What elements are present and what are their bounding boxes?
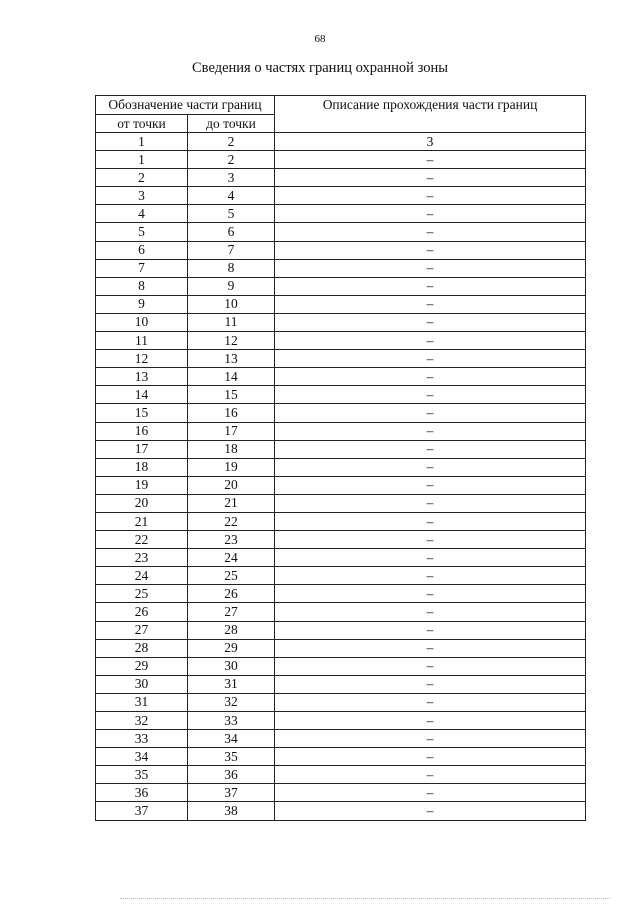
cell-description: – [275,440,586,458]
cell-description: – [275,205,586,223]
table-row [96,657,586,675]
table-row [96,603,586,621]
table-row [96,549,586,567]
header-boundary-description: Описание прохождения части границ [275,96,586,133]
table-row [96,295,586,313]
cell-description: – [275,585,586,603]
page-number: 68 [314,33,326,45]
cell-to-point: 21 [188,494,275,512]
column-number: 3 [275,133,586,151]
cell-description: – [275,693,586,711]
cell-to-point: 4 [188,187,275,205]
cell-from-point: 17 [96,440,188,458]
cell-from-point: 21 [96,512,188,530]
cell-description: – [275,712,586,730]
cell-from-point: 10 [96,313,188,331]
table-row [96,368,586,386]
cell-from-point: 2 [96,169,188,187]
cell-description: – [275,187,586,205]
table-row [96,313,586,331]
table-row [96,187,586,205]
cell-description: – [275,657,586,675]
table-row [96,350,586,368]
cell-to-point: 29 [188,639,275,657]
cell-description: – [275,313,586,331]
cell-from-point: 34 [96,748,188,766]
cell-description: – [275,241,586,259]
cell-from-point: 24 [96,567,188,585]
table-row [96,404,586,422]
cell-description: – [275,169,586,187]
cell-from-point: 7 [96,259,188,277]
cell-to-point: 28 [188,621,275,639]
table-row [96,693,586,711]
cell-to-point: 32 [188,693,275,711]
cell-to-point: 22 [188,512,275,530]
cell-to-point: 36 [188,766,275,784]
cell-to-point: 14 [188,368,275,386]
cell-from-point: 23 [96,549,188,567]
cell-description: – [275,277,586,295]
cell-from-point: 28 [96,639,188,657]
cell-to-point: 37 [188,784,275,802]
cell-from-point: 5 [96,223,188,241]
cell-description: – [275,567,586,585]
boundary-parts-table [95,95,586,821]
cell-to-point: 30 [188,657,275,675]
cell-description: – [275,223,586,241]
cell-description: – [275,350,586,368]
cell-from-point: 29 [96,657,188,675]
table-row [96,730,586,748]
cell-description: – [275,422,586,440]
cell-to-point: 11 [188,313,275,331]
cell-description: – [275,603,586,621]
header-from-point: от точки [96,115,188,133]
table-header [96,96,586,133]
cell-to-point: 15 [188,386,275,404]
cell-from-point: 25 [96,585,188,603]
cell-from-point: 15 [96,404,188,422]
cell-to-point: 26 [188,585,275,603]
cell-description: – [275,404,586,422]
cell-description: – [275,458,586,476]
table-row [96,386,586,404]
cell-from-point: 18 [96,458,188,476]
table-row [96,784,586,802]
table-row [96,748,586,766]
table-row [96,675,586,693]
cell-description: – [275,476,586,494]
cell-description: – [275,748,586,766]
cell-to-point: 34 [188,730,275,748]
cell-to-point: 23 [188,531,275,549]
cell-description: – [275,259,586,277]
table-row [96,494,586,512]
cell-from-point: 31 [96,693,188,711]
table-row [96,422,586,440]
cell-description: – [275,531,586,549]
table-row [96,440,586,458]
table-row [96,259,586,277]
cell-to-point: 10 [188,295,275,313]
cell-from-point: 36 [96,784,188,802]
cell-from-point: 9 [96,295,188,313]
cell-to-point: 8 [188,259,275,277]
cell-to-point: 5 [188,205,275,223]
cell-from-point: 32 [96,712,188,730]
cell-to-point: 31 [188,675,275,693]
table-row [96,585,586,603]
column-number: 2 [188,133,275,151]
cell-description: – [275,784,586,802]
cell-description: – [275,386,586,404]
cell-from-point: 20 [96,494,188,512]
cell-to-point: 35 [188,748,275,766]
cell-from-point: 14 [96,386,188,404]
cell-from-point: 30 [96,675,188,693]
cell-from-point: 35 [96,766,188,784]
table-row [96,277,586,295]
table-row [96,169,586,187]
table-body [96,133,586,821]
cell-description: – [275,766,586,784]
table-row [96,476,586,494]
cell-description: – [275,730,586,748]
table-row [96,332,586,350]
cell-to-point: 27 [188,603,275,621]
table-row [96,802,586,820]
cell-from-point: 22 [96,531,188,549]
document-title: Сведения о частях границ охранной зоны [192,60,448,76]
cell-from-point: 8 [96,277,188,295]
cell-description: – [275,621,586,639]
table-row [96,567,586,585]
cell-from-point: 1 [96,151,188,169]
table-row [96,205,586,223]
header-to-point: до точки [188,115,275,133]
cell-to-point: 25 [188,567,275,585]
cell-description: – [275,512,586,530]
table-row [96,639,586,657]
cell-to-point: 24 [188,549,275,567]
cell-from-point: 26 [96,603,188,621]
table-row [96,766,586,784]
cell-to-point: 18 [188,440,275,458]
cell-description: – [275,368,586,386]
table-row [96,621,586,639]
cell-from-point: 11 [96,332,188,350]
table-row [96,241,586,259]
cell-description: – [275,295,586,313]
cell-to-point: 3 [188,169,275,187]
cell-from-point: 4 [96,205,188,223]
table-row [96,712,586,730]
cell-from-point: 37 [96,802,188,820]
cell-from-point: 19 [96,476,188,494]
table-row [96,151,586,169]
cell-to-point: 6 [188,223,275,241]
cell-description: – [275,639,586,657]
cell-description: – [275,675,586,693]
cell-from-point: 33 [96,730,188,748]
cell-to-point: 38 [188,802,275,820]
cell-to-point: 7 [188,241,275,259]
table-row [96,223,586,241]
cell-to-point: 2 [188,151,275,169]
cell-description: – [275,802,586,820]
cell-to-point: 33 [188,712,275,730]
cell-from-point: 3 [96,187,188,205]
cell-to-point: 17 [188,422,275,440]
cell-description: – [275,494,586,512]
cell-to-point: 20 [188,476,275,494]
cell-from-point: 13 [96,368,188,386]
header-boundary-part-designation: Обозначение части границ [96,96,275,115]
cell-to-point: 16 [188,404,275,422]
cell-from-point: 16 [96,422,188,440]
cell-description: – [275,332,586,350]
table-row [96,512,586,530]
cell-from-point: 27 [96,621,188,639]
cell-from-point: 6 [96,241,188,259]
cell-to-point: 19 [188,458,275,476]
column-number-row [96,133,586,151]
cell-to-point: 13 [188,350,275,368]
cell-to-point: 12 [188,332,275,350]
column-number: 1 [96,133,188,151]
table-row [96,531,586,549]
table-row [96,458,586,476]
scan-artifact [120,898,610,902]
cell-description: – [275,549,586,567]
cell-to-point: 9 [188,277,275,295]
cell-from-point: 12 [96,350,188,368]
cell-description: – [275,151,586,169]
